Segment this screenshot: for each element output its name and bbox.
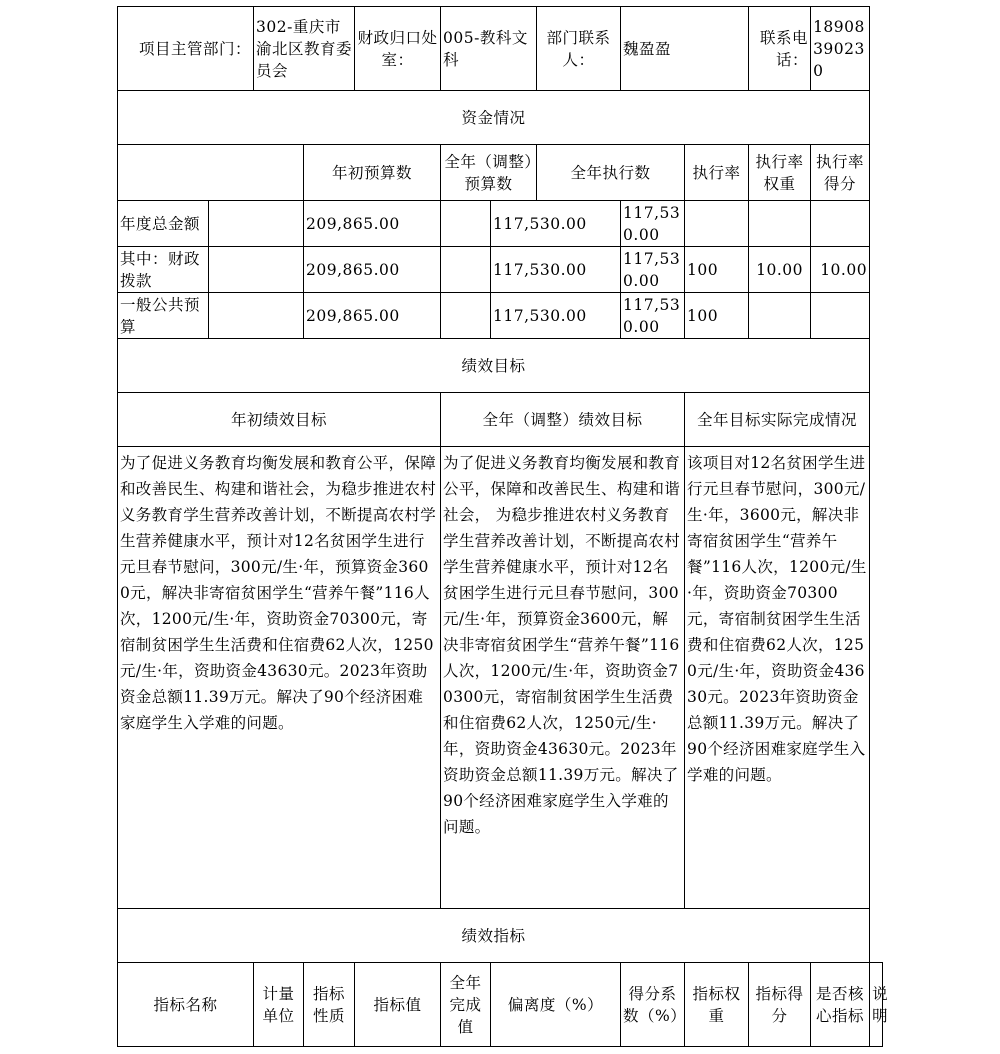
indicators-header-remark-cell [870,963,889,1047]
table-row [118,247,883,293]
goals-text-adjusted: 为了促进义务教育均衡发展和教育公平，保障和改善民生、构建和谐社会， 为稳步推进农村义务教育学生营养改善计划，不断提高农村学生营养健康水平，预计对12名贫困学生进行元旦春节慰问，300元/生·年，预算资金3600元，解决非寄宿贫困学生“营养午餐”116人次，1200元/生·年，资助资金70300元，寄宿制贫困学生生活费和住宿费62人次，1250元/生·年，资助资金43630元。2023年资助资金总额11.39万元。解决了90个经济困难家庭学生入学难的问题。 [441,447,685,909]
funds-row-initial: 209,865.00 [304,201,441,247]
funds-row-rate [685,201,749,247]
funds-row-weight [749,201,811,247]
table-row [118,293,883,339]
indicators-header-completed: 全年完成值 [441,963,491,1047]
funds-row-executed: 117,530.00 [621,247,685,293]
funds-row-initial: 209,865.00 [304,247,441,293]
funds-row-score [811,293,870,339]
indicators-section-title: 绩效指标 [118,909,870,963]
funds-row-score: 10.00 [811,247,870,293]
funds-row-executed: 117,530.00 [621,293,685,339]
table-row [118,201,883,247]
funds-row-label: 一般公共预算 [118,293,209,339]
funds-row-blank [209,201,304,247]
indicators-header-remark: 说明 [872,984,889,1025]
indicators-header-core-cell [811,963,870,1047]
indicators-header-nature: 指标性质 [304,963,355,1047]
contact-value: 魏盈盈 [621,7,749,91]
funds-row-score [811,201,870,247]
phone-label: 联系电话： [749,7,811,91]
funds-row-weight [749,293,811,339]
indicators-header-score: 指标得分 [749,963,811,1047]
funds-row-blank [441,201,491,247]
funds-row-blank [209,247,304,293]
funds-row-rate: 100 [685,247,749,293]
indicators-header-value: 指标值 [355,963,441,1047]
indicators-header-core: 是否核心指标 [816,984,865,1025]
performance-evaluation-form [117,6,889,1054]
funds-header-initial: 年初预算数 [304,145,441,201]
funds-header-executed: 全年执行数 [537,145,685,201]
funds-row-blank [441,247,491,293]
funds-row-executed: 117,530.00 [621,201,685,247]
funds-header-adjusted: 全年（调整）预算数 [441,145,537,201]
funds-row-blank [209,293,304,339]
funds-row-label: 年度总金额 [118,201,209,247]
funds-row-blank [441,293,491,339]
funds-row-adjusted: 117,530.00 [491,247,621,293]
indicators-header-unit: 计量单位 [254,963,304,1047]
goals-header-actual: 全年目标实际完成情况 [685,393,870,447]
funds-section-title: 资金情况 [118,91,870,145]
indicators-header-weight: 指标权重 [685,963,749,1047]
goals-text-actual: 该项目对12名贫困学生进行元旦春节慰问，300元/生·年，3600元，解决非寄宿贫困学生“营养午餐”116人次，1200元/生·年，资助资金70300元，寄宿制贫困学生生活费和住宿费62人次，1250元/生·年，资助资金43630元。2023年资助资金总额11.39万元。解决了90个经济困难家庭学生入学难的问题。 [685,447,870,909]
funds-row-label: 其中：财政拨款 [118,247,209,293]
funds-header-score: 执行率得分 [811,145,870,201]
form-table [117,6,889,1047]
funds-header-weight: 执行率权重 [749,145,811,201]
dept-label: 项目主管部门： [118,7,254,91]
funds-header-rate: 执行率 [685,145,749,201]
goals-header-adjusted: 全年（调整）绩效目标 [441,393,685,447]
indicators-header-coefficient: 得分系数（%） [621,963,685,1047]
finance-label: 财政归口处室： [355,7,441,91]
funds-row-adjusted: 117,530.00 [491,293,621,339]
funds-row-adjusted: 117,530.00 [491,201,621,247]
funds-row-initial: 209,865.00 [304,293,441,339]
contact-label: 部门联系人： [537,7,621,91]
funds-row-rate: 100 [685,293,749,339]
funds-row-weight: 10.00 [749,247,811,293]
indicators-header-deviation: 偏离度（%） [491,963,621,1047]
funds-header-blank [118,145,304,201]
dept-value: 302-重庆市渝北区教育委员会 [254,7,355,91]
goals-text-initial: 为了促进义务教育均衡发展和教育公平，保障和改善民生、构建和谐社会，为稳步推进农村义务教育学生营养改善计划，不断提高农村学生营养健康水平，预计对12名贫困学生进行元旦春节慰问，300元/生·年，预算资金3600元，解决非寄宿贫困学生“营养午餐”116人次，1200元/生·年，资助资金70300元，寄宿制贫困学生生活费和住宿费62人次，1250元/生·年，资助资金43630元。2023年资助资金总额11.39万元。解决了90个经济困难家庭学生入学难的问题。 [118,447,441,909]
indicators-header-name: 指标名称 [118,963,254,1047]
goals-header-initial: 年初绩效目标 [118,393,441,447]
goals-section-title: 绩效目标 [118,339,870,393]
phone-value: 18908390230 [811,7,870,91]
finance-value: 005-教科文科 [441,7,537,91]
